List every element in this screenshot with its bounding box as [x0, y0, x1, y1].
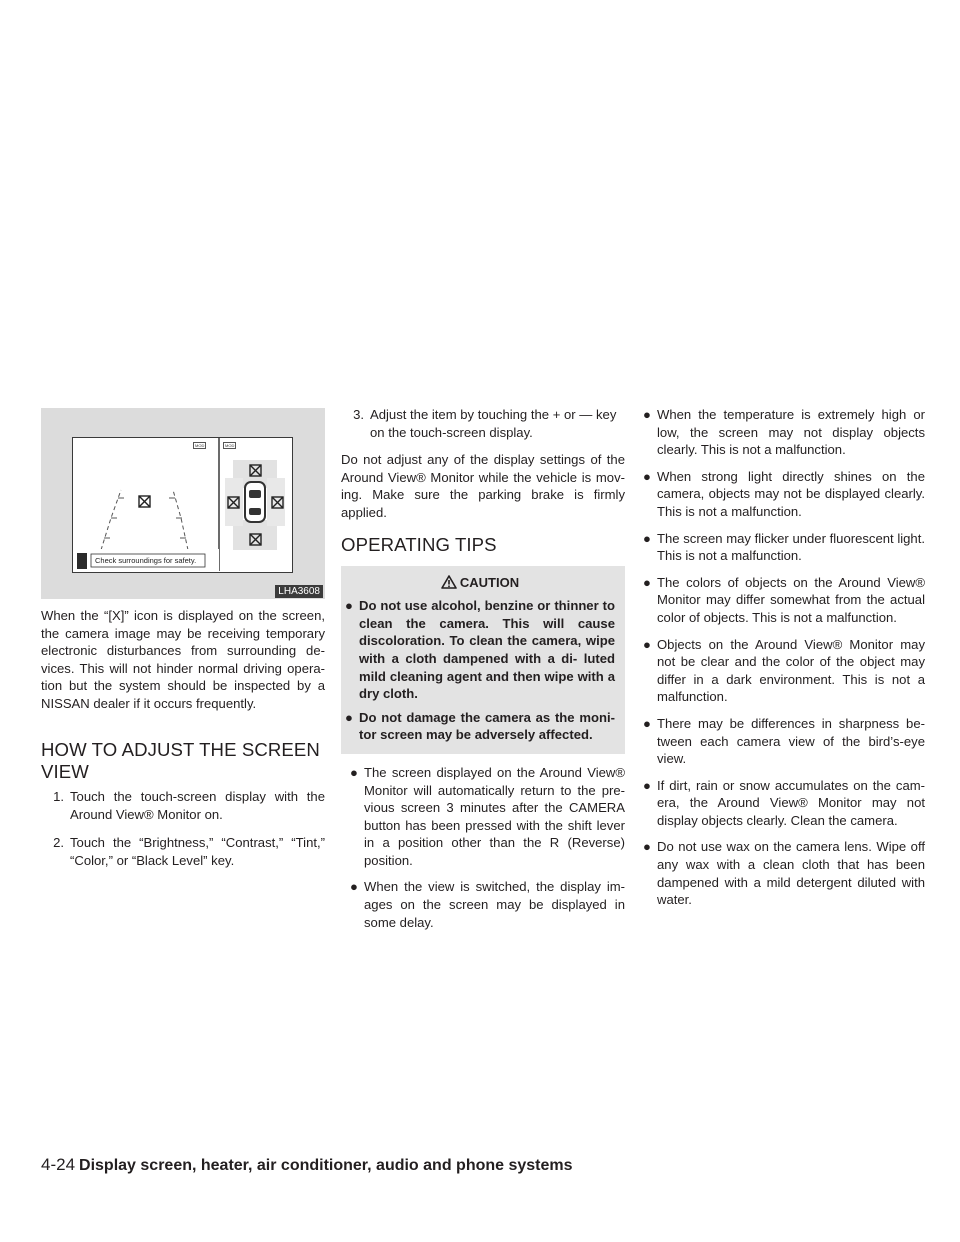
- adjust-steps: [41, 788, 325, 880]
- around-view-monitor-figure: [41, 408, 325, 599]
- column-3: [641, 406, 925, 918]
- monitor-screen-illustration: [73, 438, 291, 571]
- caution-title: CAUTION: [459, 574, 520, 590]
- list-item: ● When strong light directly shines on the camera, objects may not be displayed clearly. This is not a malfunction.: [643, 468, 925, 519]
- step-2: 2. Touch the “Brightness,” “Contrast,” “Tint,” “Color,” or “Black Level” key.: [53, 835, 325, 868]
- warning-triangle-icon: [441, 575, 457, 589]
- caution-header: [345, 574, 615, 592]
- list-item: ● The screen displayed on the Around View® Monitor will automatically return to the pre- vious screen 3 minutes after the CAMERA button has been pressed with the shift lever in a position other than the R (Reverse) position.: [350, 764, 625, 868]
- settings-while-moving-paragraph: Do not adjust any of the display settings of the Around View® Monitor while the vehicle is mov- ing. Make sure the parking brake is firmly applied.: [341, 452, 625, 520]
- list-item: ● Do not use wax on the camera lens. Wipe off any wax with a clean cloth that has been dampened with a mild detergent diluted with water.: [643, 839, 925, 908]
- list-item: ● When the temperature is extremely high or low, the screen may not display objects clearly. This is not a malfunction.: [643, 407, 925, 458]
- icon-disturbance-paragraph: When the “[X]” icon is displayed on the screen, the camera image may be receiving temporary electronic disturbances from surrounding de- vices. This will not hinder normal driving opera- tion but the system should be inspected by a NISSAN dealer if it occurs frequently.: [41, 608, 325, 711]
- list-item: ● There may be differences in sharpness be- tween each camera view of the bird’s-eye view.: [643, 715, 925, 767]
- warning-text: Check surroundings for safety.: [95, 556, 197, 565]
- caution-item: ● Do not use alcohol, benzine or thinner to clean the camera. This will cause discoloration. To clean the camera, wipe with a cloth dampened with a di- luted mild cleaning agent and then wipe with a dry cloth.: [345, 598, 615, 702]
- caution-box: [341, 566, 625, 754]
- column-2: [341, 406, 625, 940]
- heading-adjust-screen-view: HOW TO ADJUST THE SCREEN VIEW: [41, 739, 320, 782]
- monitor-screen: [72, 437, 293, 573]
- mod-icon-left: MOD: [195, 443, 205, 448]
- chapter-title: Display screen, heater, air conditioner, audio and phone systems: [79, 1157, 573, 1174]
- list-item: ● The screen may flicker under fluorescent light. This is not a malfunction.: [643, 530, 925, 564]
- list-item: ● If dirt, rain or snow accumulates on the cam- era, the Around View® Monitor may not display objects clearly. Clean the camera.: [643, 777, 925, 828]
- page-footer: [41, 1155, 573, 1175]
- figure-label: LHA3608: [275, 585, 323, 598]
- step-3: 3. Adjust the item by touching the + or — key on the touch-screen display.: [353, 407, 617, 440]
- list-item: ● When the view is switched, the display im- ages on the screen may be displayed in some delay.: [350, 879, 625, 930]
- step-1: 1. Touch the touch-screen display with the Around View® Monitor on.: [53, 789, 325, 822]
- tips-list: [341, 764, 625, 931]
- heading-operating-tips: OPERATING TIPS: [341, 533, 497, 555]
- mod-icon-right: MOD: [225, 443, 235, 448]
- page-number: 4-24: [41, 1155, 76, 1174]
- list-item: ● Objects on the Around View® Monitor may not be clear and the color of the object may differ in a dark environment. This is not a malfunction.: [643, 636, 925, 705]
- caution-item: ● Do not damage the camera as the moni- tor screen may be adversely affected.: [345, 709, 615, 743]
- list-item: ● The colors of objects on the Around View® Monitor may differ somewhat from the actual color of objects. This is not a malfunction.: [643, 574, 925, 625]
